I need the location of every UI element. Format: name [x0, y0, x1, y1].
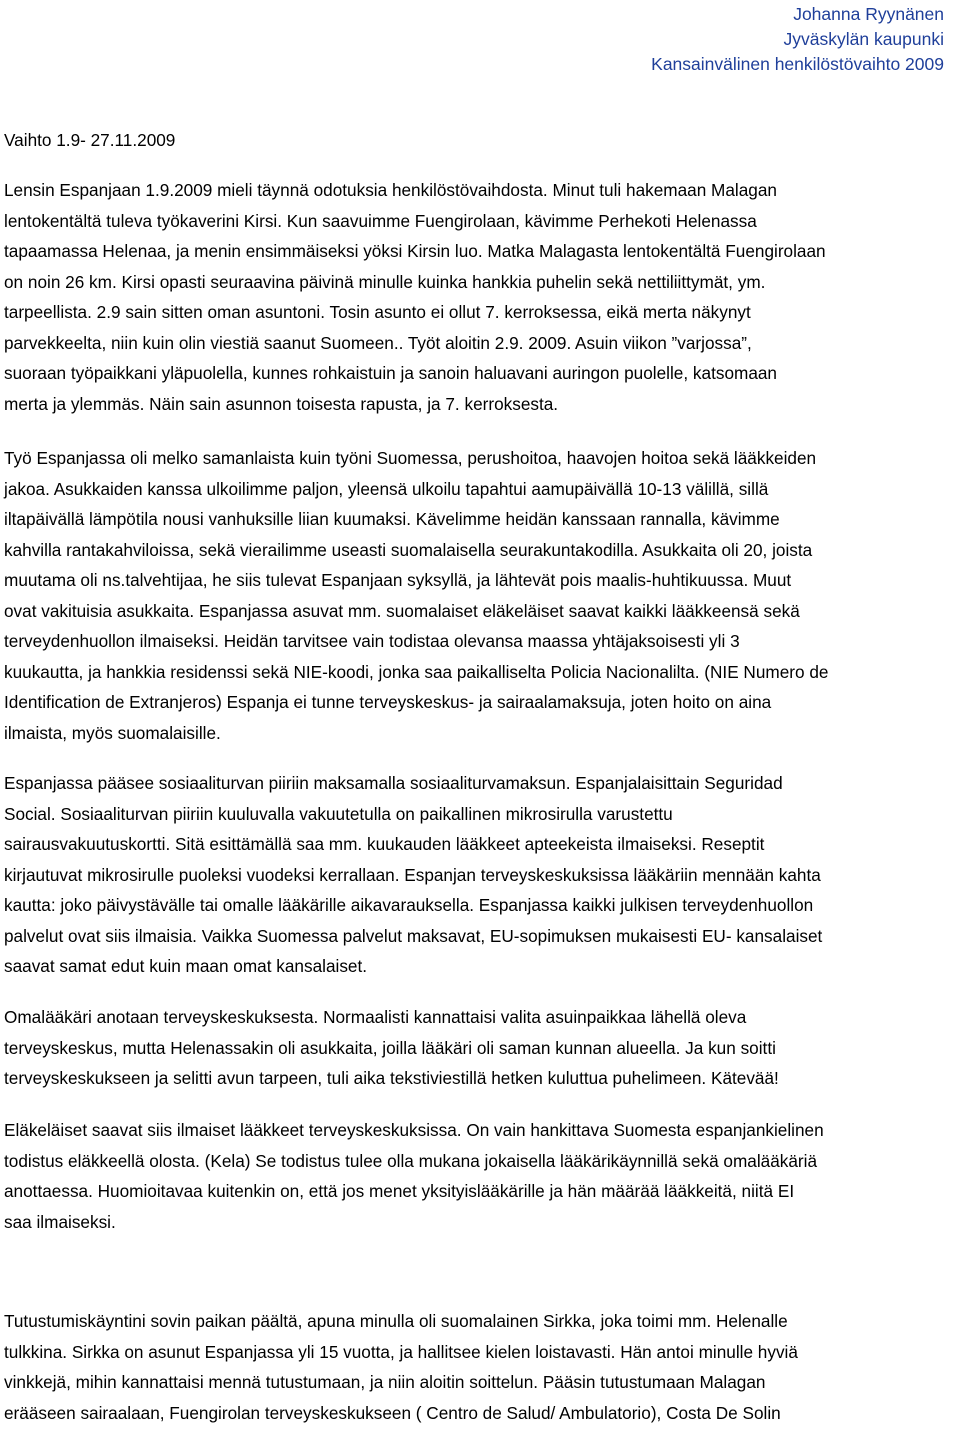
exchange-period-text: Vaihto 1.9- 27.11.2009 [4, 130, 176, 150]
document-header [651, 2, 944, 77]
paragraph-line: terveyskeskus, mutta Helenassakin oli asukkaita, joilla lääkäri oli saman kunnan alueella. Ja kun soitti [4, 1037, 776, 1058]
paragraph-line: iltapäivällä lämpötila nousi vanhuksille liian kuumaksi. Kävelimme heidän kanssaan rannalla, kävimme [4, 509, 780, 529]
paragraph-line: Espanjassa pääsee sosiaaliturvan piiriin maksamalla sosiaaliturvamaksun. Espanjalaisittain Seguridad [4, 773, 783, 793]
program-name: Kansainvälinen henkilöstövaihto 2009 [651, 54, 944, 74]
paragraph-line: kuukautta, ja hankkia residenssi sekä NIE-koodi, jonka saa paikalliselta Policia Nacionalilta. (NIE Numero de [4, 661, 829, 682]
paragraph-line: Eläkeläiset saavat siis ilmaiset lääkkeet terveyskeskuksissa. On vain hankittava Suomesta espanjankielinen [4, 1120, 824, 1140]
paragraph-line: kautta: joko päivystävälle tai omalle lääkärille aikavarauksella. Espanjassa kaikki julkisen terveydenhuollon [4, 895, 814, 915]
paragraph-pensioners [4, 1115, 954, 1237]
paragraph-line: Lensin Espanjaan 1.9.2009 mieli täynnä odotuksia henkilöstövaihdosta. Minut tuli hakemaan Malagan [4, 180, 777, 200]
paragraph-doctor [4, 1002, 954, 1094]
paragraph-line: jakoa. Asukkaiden kanssa ulkoilimme paljon, yleensä ulkoilu tapahtui aamupäivällä 10-13 välillä, sillä [4, 478, 769, 499]
paragraph-line: parvekkeelta, niin kuin olin viestiä saanut Suomeen.. Työt aloitin 2.9. 2009. Asuin viikon ”varjossa”, [4, 332, 752, 353]
paragraph-line: tulkkina. Sirkka on asunut Espanjassa yli 15 vuotta, ja hallitsee kielen loistavasti. Hän antoi minulle hyviä [4, 1341, 798, 1362]
paragraph-line: on noin 26 km. Kirsi opasti seuraavina päivinä minulle kuinka hankkia puhelin sekä nettiliittymät, ym. [4, 271, 766, 292]
paragraph-line: Identification de Extranjeros) Espanja ei tunne terveyskeskus- ja sairaalamaksuja, joten hoito on aina [4, 692, 772, 712]
author-name: Johanna Ryynänen [793, 4, 944, 24]
exchange-period [4, 125, 954, 156]
paragraph-line: terveyskeskukseen ja selitti avun tarpeen, tuli aika tekstiviestillä hetken kuluttua puhelimeen. Kätevää! [4, 1068, 779, 1088]
paragraph-line: Tutustumiskäyntini sovin paikan päältä, apuna minulla oli suomalainen Sirkka, joka toimi mm. Helenalle [4, 1311, 788, 1331]
paragraph-line: merta ja ylemmäs. Näin sain asunnon toisesta rapusta, ja 7. kerroksesta. [4, 393, 559, 414]
paragraph-line: ovat vakituisia asukkaita. Espanjassa asuvat mm. suomalaiset eläkeläiset saavat kaikki lääkkeensä sekä [4, 600, 800, 621]
paragraph-line: erääseen sairaalaan, Fuengirolan terveyskeskukseen ( Centro de Salud/ Ambulatorio), Costa De Solin [4, 1402, 781, 1423]
paragraph-line: kahvilla rantakahviloissa, sekä vierailimme useasti suomalaisella seurakuntakodilla. Asukkaita oli 20, joista [4, 539, 813, 560]
paragraph-line: sairausvakuutuskortti. Sitä esittämällä saa mm. kuukauden lääkkeet apteekeista ilmaiseksi. Reseptit [4, 834, 765, 854]
paragraph-line: kirjautuvat mikrosirulle puoleksi vuodeksi kerrallaan. Espanjan terveyskeskuksissa lääkäriin mennään kahta [4, 864, 821, 885]
paragraph-line: saa ilmaiseksi. [4, 1211, 116, 1232]
paragraph-social-security [4, 768, 954, 982]
paragraph-line: saavat samat edut kuin maan omat kansalaiset. [4, 956, 368, 976]
paragraph-line: Työ Espanjassa oli melko samanlaista kuin työni Suomessa, perushoitoa, haavojen hoitoa sekä lääkkeiden [4, 448, 817, 468]
paragraph-line: lentokentältä tuleva työkaverini Kirsi. Kun saavuimme Fuengirolaan, kävimme Perhekoti Helenassa [4, 210, 757, 231]
paragraph-visits [4, 1306, 954, 1428]
paragraph-line: anottaessa. Huomioitavaa kuitenkin on, että jos menet yksityislääkärille ja hän määrää lääkkeitä, niitä EI [4, 1181, 795, 1201]
paragraph-line: tapaamassa Helenaa, ja menin ensimmäiseksi yöksi Kirsin luo. Matka Malagasta lentokentältä Fuengirolaan [4, 241, 826, 261]
paragraph-line: tarpeellista. 2.9 sain sitten oman asuntoni. Tosin asunto ei ollut 7. kerroksessa, eikä merta näkynyt [4, 302, 751, 322]
paragraph-work [4, 443, 954, 748]
paragraph-line: Omalääkäri anotaan terveyskeskuksesta. Normaalisti kannattaisi valita asuinpaikkaa lähellä oleva [4, 1007, 747, 1027]
paragraph-line: suoraan työpaikkani yläpuolella, kunnes rohkaistuin ja sanoin haluavani auringon puolelle, katsomaan [4, 363, 777, 383]
paragraph-line: muutama oli ns.talvehtijaa, he siis tulevat Espanjaan syksyllä, ja lähtevät pois maalis-huhtikuussa. Muut [4, 570, 792, 590]
paragraph-line: Social. Sosiaaliturvan piiriin kuuluvalla vakuutetulla on paikallinen mikrosirulla varustettu [4, 803, 673, 824]
paragraph-line: ilmaista, myös suomalaisille. [4, 722, 221, 743]
paragraph-line: todistus eläkkeellä olosta. (Kela) Se todistus tulee olla mukana jokaisella lääkärikäynnillä sekä omalääkäriä [4, 1150, 818, 1171]
paragraph-line: terveydenhuollon ilmaiseksi. Heidän tarvitsee vain todistaa olevansa maassa yhtäjaksoisesti yli 3 [4, 631, 740, 651]
author-organization: Jyväskylän kaupunki [783, 29, 944, 49]
paragraph-arrival [4, 175, 954, 419]
paragraph-line: palvelut ovat siis ilmaisia. Vaikka Suomessa palvelut maksavat, EU-sopimuksen mukaisesti EU- kansalaiset [4, 925, 823, 946]
paragraph-line: vinkkejä, mihin kannattaisi mennä tutustumaan, ja niin aloitin soittelun. Pääsin tutustumaan Malagan [4, 1372, 766, 1392]
